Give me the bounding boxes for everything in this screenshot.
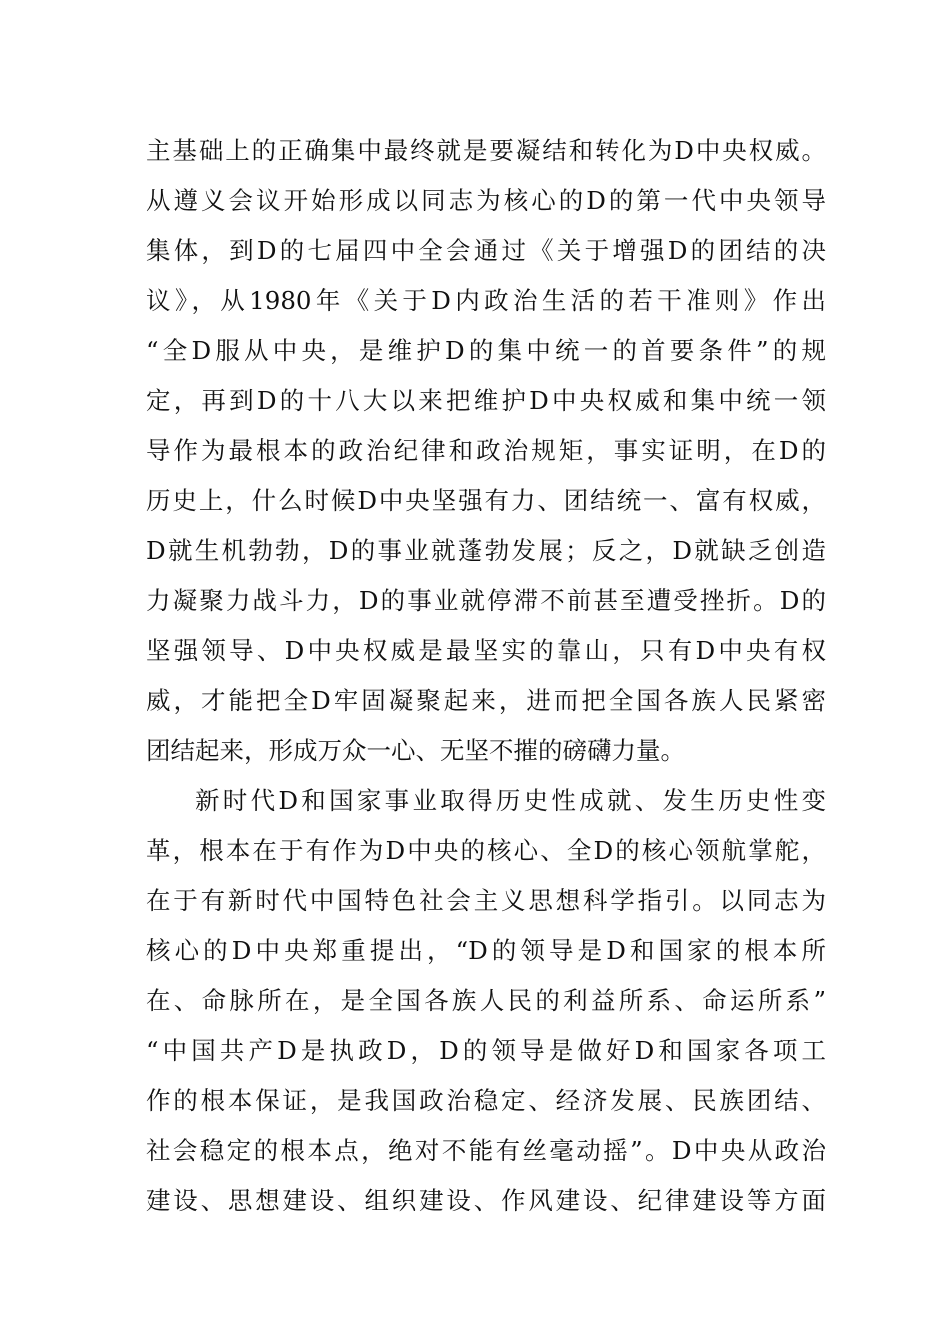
paragraph xyxy=(146,126,826,776)
text-line: 新时代D和国家事业取得历史性成就、发生历史性变 xyxy=(195,786,826,815)
text-line: 集体，到D的七届四中全会通过《关于增强D的团结的决 xyxy=(146,236,826,265)
text-line: 社会稳定的根本点，绝对不能有丝毫动摇”。D中央从政治 xyxy=(146,1136,826,1165)
text-line: 从遵义会议开始形成以同志为核心的D的第一代中央领导 xyxy=(146,186,826,215)
text-line: D就生机勃勃，D的事业就蓬勃发展；反之，D就缺乏创造 xyxy=(146,536,826,565)
text-line: 导作为最根本的政治纪律和政治规矩，事实证明，在D的 xyxy=(146,436,826,465)
text-line: 历史上，什么时候D中央坚强有力、团结统一、富有权威， xyxy=(146,486,826,515)
text-line: 坚强领导、D中央权威是最坚实的靠山，只有D中央有权 xyxy=(146,636,826,665)
text-line: 建设、思想建设、组织建设、作风建设、纪律建设等方面 xyxy=(146,1186,826,1215)
text-line: 主基础上的正确集中最终就是要凝结和转化为D中央权威。 xyxy=(146,136,826,165)
paragraph xyxy=(146,776,826,1226)
text-line: “全D服从中央，是维护D的集中统一的首要条件”的规 xyxy=(146,336,826,365)
text-line: 在于有新时代中国特色社会主义思想科学指引。以同志为 xyxy=(146,886,826,915)
text-line: 团结起来，形成万众一心、无坚不摧的磅礴力量。 xyxy=(146,736,685,765)
text-line: “中国共产D是执政D，D的领导是做好D和国家各项工 xyxy=(146,1036,826,1065)
text-line: 力凝聚力战斗力，D的事业就停滞不前甚至遭受挫折。D的 xyxy=(146,586,826,615)
text-line: 议》，从1980年《关于D内政治生活的若干准则》作出 xyxy=(146,286,826,315)
text-line: 威，才能把全D牢固凝聚起来，进而把全国各族人民紧密 xyxy=(146,686,826,715)
body-text xyxy=(146,126,826,1226)
text-line: 革，根本在于有作为D中央的核心、全D的核心领航掌舵， xyxy=(146,836,826,865)
text-line: 在、命脉所在，是全国各族人民的利益所系、命运所系” xyxy=(146,986,826,1015)
text-line: 核心的D中央郑重提出，“D的领导是D和国家的根本所 xyxy=(146,936,826,965)
text-line: 定，再到D的十八大以来把维护D中央权威和集中统一领 xyxy=(146,386,826,415)
text-line: 作的根本保证，是我国政治稳定、经济发展、民族团结、 xyxy=(146,1086,826,1115)
